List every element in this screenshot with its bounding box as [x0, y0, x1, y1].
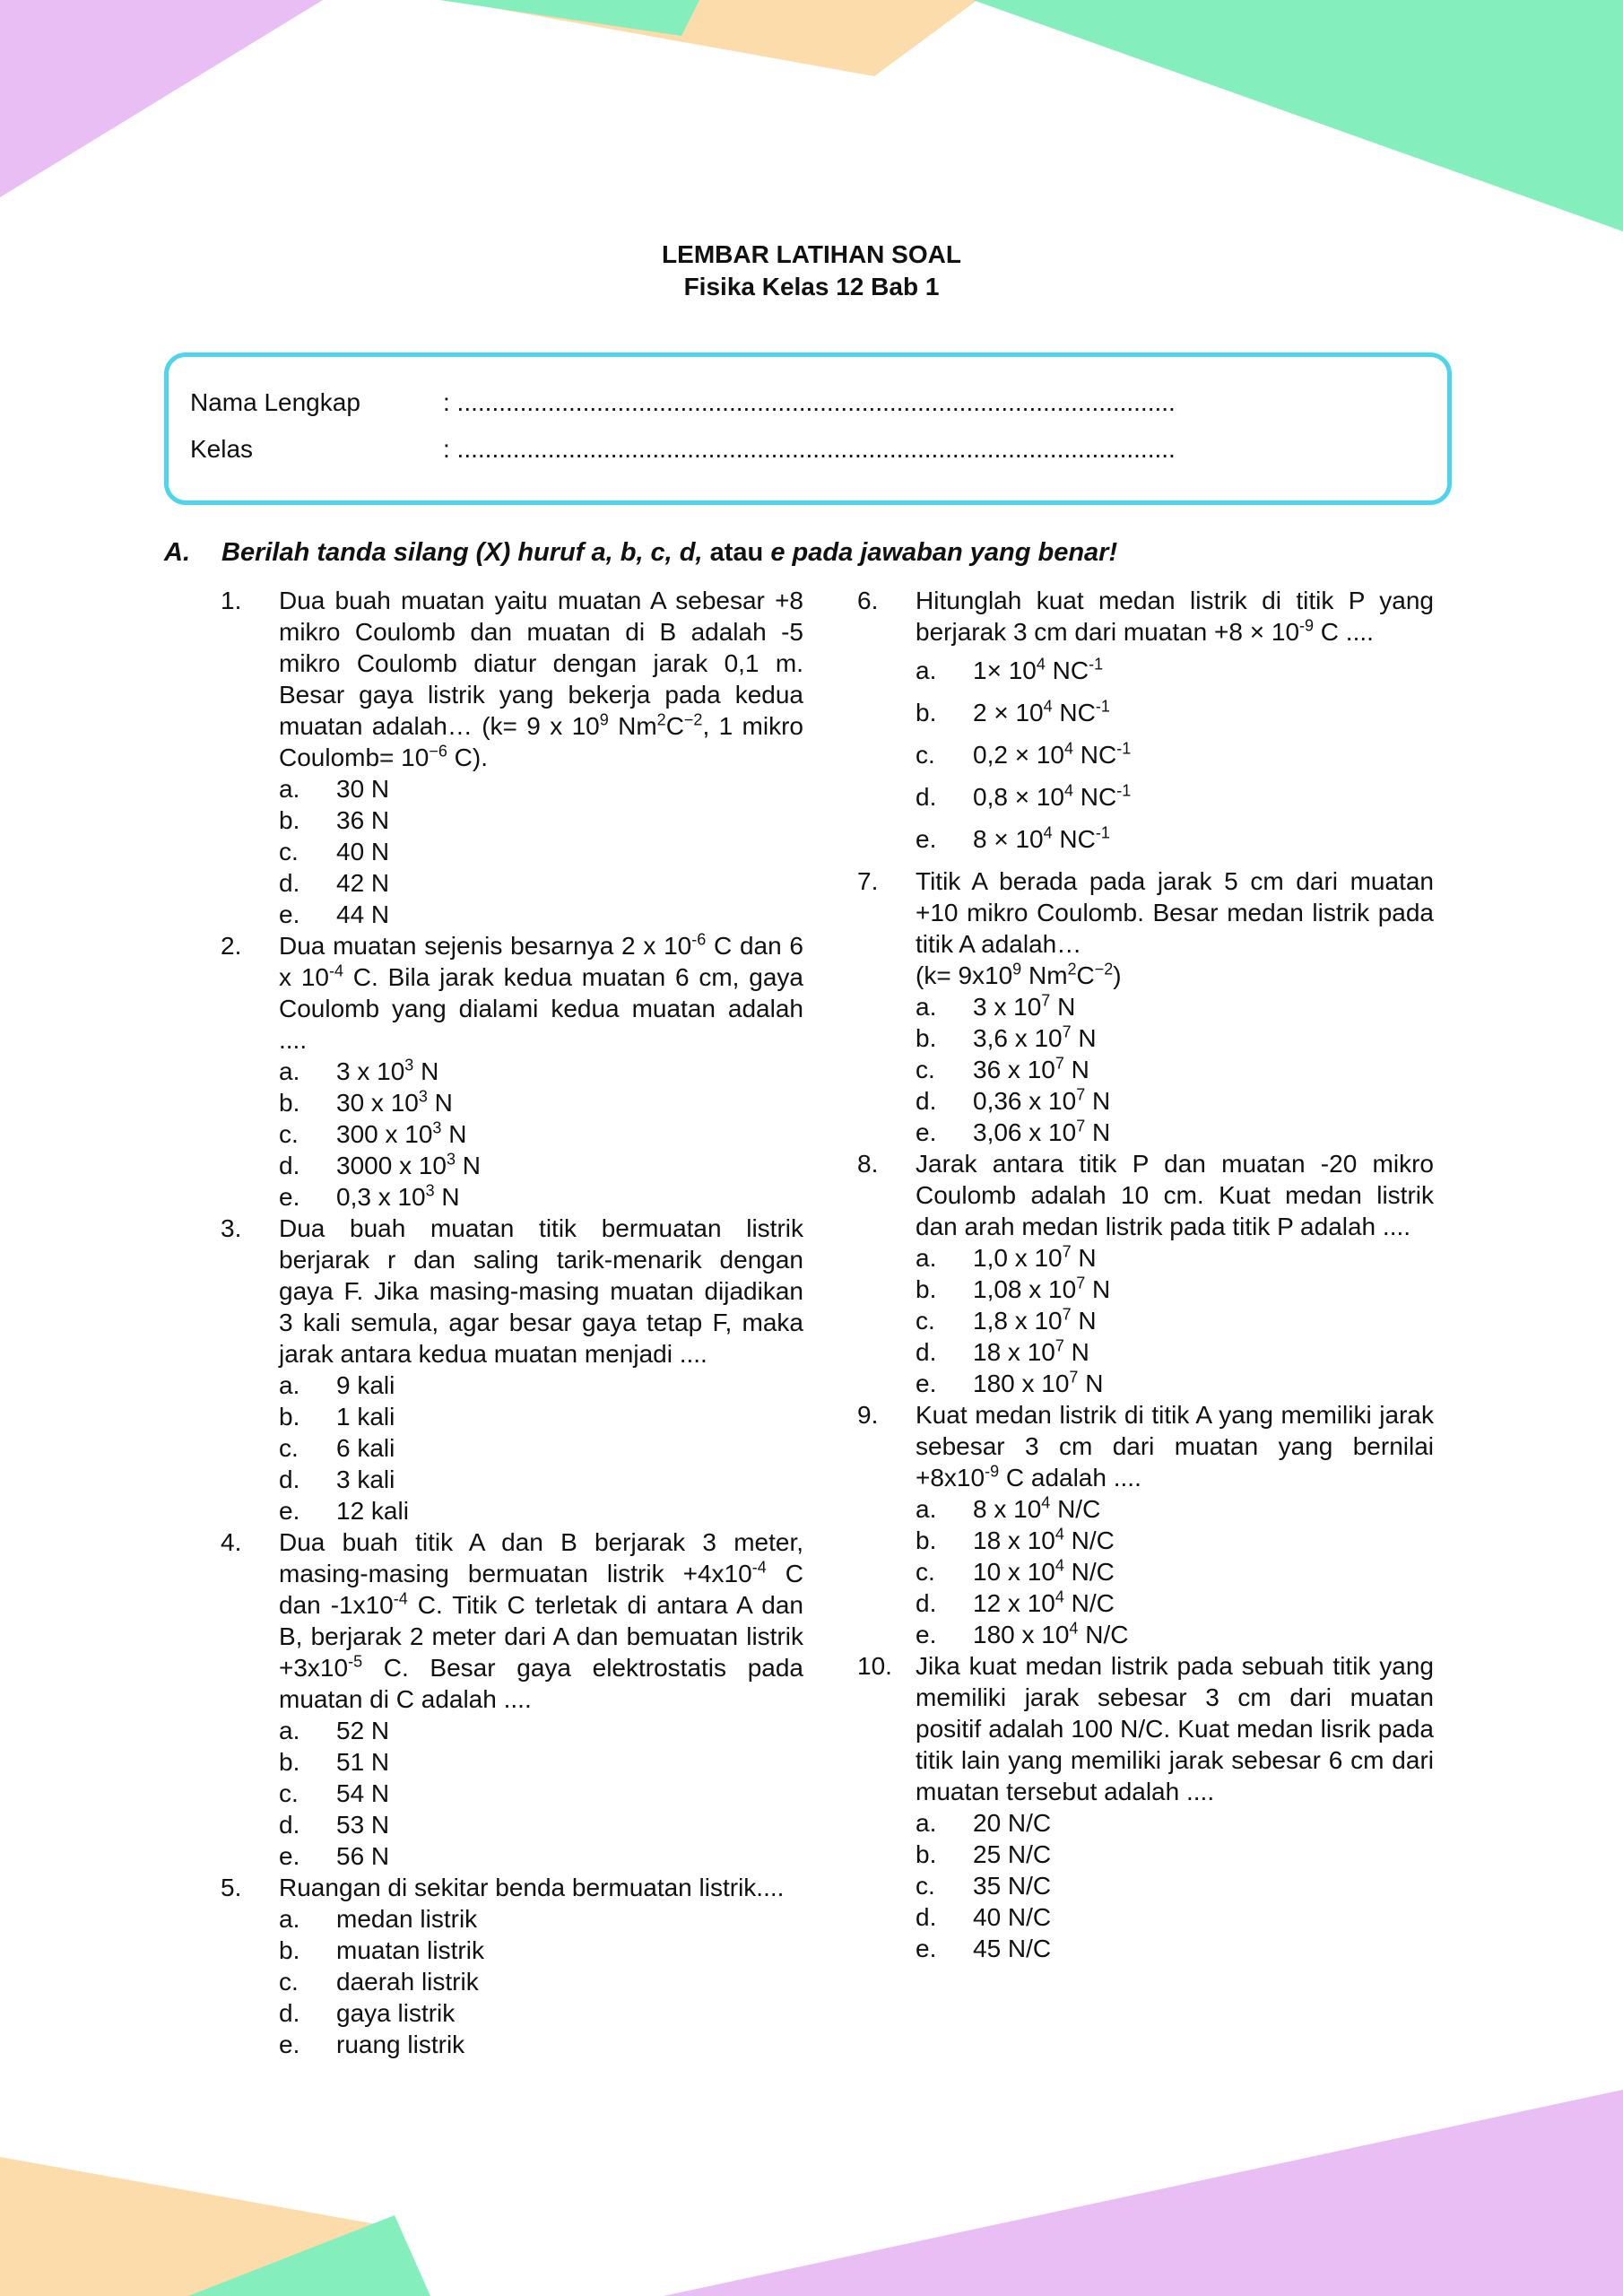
question-number: 7. [857, 867, 879, 895]
option-letter: a. [916, 1244, 937, 1272]
answer-option[interactable] [279, 804, 803, 836]
name-label: Nama Lengkap [190, 388, 360, 416]
option-letter: d. [916, 783, 937, 811]
option-text: 1,8 x $10^7$ N [973, 1305, 1097, 1335]
option-text: 3,06 x $10^7$ N [973, 1117, 1111, 1146]
answer-option[interactable] [916, 1870, 1434, 1901]
option-text: 6 kali [336, 1434, 395, 1462]
question-5 [221, 1872, 803, 2060]
questions-right-column [857, 585, 1434, 1964]
option-letter: c. [916, 1872, 935, 1900]
class-blank-line: : ....................................................................................................... [443, 435, 1176, 463]
option-letter: c. [279, 1968, 299, 1996]
answer-option[interactable] [279, 1370, 803, 1401]
answer-option[interactable] [916, 1556, 1434, 1587]
option-text: 18 x $10^4$ N/C [973, 1525, 1115, 1554]
option-text: $0,2 \times 10^4$ $NC^{-1}$ [973, 739, 1132, 769]
option-letter: a. [279, 1371, 300, 1399]
option-text: 54 N [336, 1779, 390, 1807]
option-letter: c. [279, 1779, 299, 1807]
option-letter: b. [279, 1748, 300, 1776]
option-letter: e. [916, 1621, 937, 1648]
question-number: 10. [857, 1652, 892, 1680]
option-letter: b. [916, 1024, 937, 1052]
option-letter: a. [279, 1905, 300, 1933]
question-text: Dua buah titik A dan B berjarak 3 meter, masing-masing bermuatan listrik $+4x10^{-4}$ C dan $-1x10^{-4}$ C. Titik C terletak di antara A dan B, berjarak 2 meter dari A dan bemuatan listrik $+3x10^{-5}$ C. Besar gaya elektrostatis pada muatan di C adalah .... [279, 1528, 803, 1713]
option-text: 40 N/C [973, 1903, 1052, 1931]
option-letter: b. [279, 1089, 300, 1117]
question-text: Jarak antara titik P dan muatan -20 mikro Coulomb adalah 10 cm. Kuat medan listrik dan arah medan listrik pada titik P adalah .... [916, 1150, 1434, 1240]
option-letter: b. [916, 1526, 937, 1554]
option-text: $8 \times 10^4$ $NC^{-1}$ [973, 823, 1110, 853]
option-text: 3 x $10^7$ N [973, 991, 1076, 1021]
option-text: 51 N [336, 1748, 390, 1776]
option-text: 180 x $10^4$ N/C [973, 1619, 1129, 1648]
question-number: 6. [857, 587, 879, 614]
option-text: daerah listrik [336, 1968, 479, 1996]
option-letter: e. [916, 825, 937, 853]
questions-left-column [221, 585, 803, 2060]
option-letter: a. [279, 775, 300, 803]
answer-option[interactable] [279, 1840, 803, 1872]
option-text: 12 kali [336, 1497, 409, 1525]
question-text: Dua buah muatan yaitu muatan A sebesar +8 mikro Coulomb dan muatan di B adalah -5 mikro Coulomb diatur dengan jarak 0,1 m. Besar gaya listrik yang bekerja pada kedua muatan adalah… (k= 9 x $10^9$ $Nm^2C^{-2}$, 1 mikro Coulomb= $10^{-6}$ C). [279, 587, 803, 771]
answer-option[interactable] [279, 1118, 803, 1150]
answer-option[interactable] [279, 1935, 803, 1966]
answer-option[interactable] [279, 2029, 803, 2060]
corner-shape-purple-top [0, 0, 323, 197]
option-text: 1 kali [336, 1403, 395, 1431]
class-label: Kelas [190, 435, 254, 463]
option-letter: b. [916, 1275, 937, 1303]
question-9 [857, 1399, 1434, 1650]
option-letter: c. [916, 1558, 935, 1586]
option-text: 52 N [336, 1717, 390, 1744]
option-letter: c. [916, 1307, 935, 1335]
option-letter: d. [916, 1903, 937, 1931]
option-letter: e. [279, 1842, 300, 1870]
option-text: ruang listrik [336, 2031, 465, 2058]
answer-option[interactable] [279, 1087, 803, 1118]
question-number: 4. [221, 1528, 242, 1556]
option-letter: c. [279, 838, 299, 865]
question-text: Jika kuat medan listrik pada sebuah titik yang memiliki jarak sebesar 3 cm dari muatan positif adalah 100 N/C. Kuat medan lisrik pada titik lain yang memiliki jarak sebesar 6 cm dari muatan tersebut adalah .... [916, 1652, 1434, 1805]
answer-option[interactable] [916, 1117, 1434, 1148]
option-text: gaya listrik [336, 1999, 456, 2027]
option-letter: c. [279, 1434, 299, 1462]
option-letter: b. [279, 806, 300, 834]
question-text: Ruangan di sekitar benda bermuatan listrik.... [279, 1874, 785, 1901]
question-number: 3. [221, 1214, 242, 1242]
answer-option[interactable] [916, 1054, 1434, 1085]
option-text: 20 N/C [973, 1809, 1052, 1837]
question-8 [857, 1148, 1434, 1399]
option-text: 45 N/C [973, 1935, 1052, 1962]
option-letter: a. [916, 993, 937, 1021]
answer-option[interactable] [916, 1619, 1434, 1650]
option-letter: b. [916, 699, 937, 726]
corner-shape-green-top-right [973, 0, 1623, 231]
option-letter: e. [916, 1935, 937, 1962]
question-10 [857, 1650, 1434, 1964]
answer-option[interactable] [916, 1336, 1434, 1368]
option-text: 30 x $10^3$ N [336, 1087, 453, 1117]
corner-shape-purple-bottom [664, 2090, 1623, 2296]
option-letter: a. [279, 1057, 300, 1085]
question-7 [857, 865, 1434, 1148]
option-text: 3,6 x $10^7$ N [973, 1022, 1097, 1052]
answer-option[interactable] [916, 1933, 1434, 1964]
option-text: 30 N [336, 775, 390, 803]
answer-option[interactable] [916, 1242, 1434, 1274]
answer-option[interactable] [916, 1525, 1434, 1556]
answer-option[interactable] [279, 1056, 803, 1087]
answer-option[interactable] [916, 649, 1434, 691]
answer-option[interactable] [916, 1305, 1434, 1336]
option-letter: d. [279, 1811, 300, 1839]
option-text: 8 x $10^4$ N/C [973, 1493, 1101, 1523]
answer-option[interactable] [279, 899, 803, 930]
option-letter: e. [916, 1370, 937, 1397]
option-text: 300 x $10^3$ N [336, 1118, 467, 1148]
option-text: 44 N [336, 900, 390, 928]
option-text: 10 x $10^4$ N/C [973, 1556, 1115, 1586]
option-text: 9 kali [336, 1371, 395, 1399]
option-text: 3 x $10^3$ N [336, 1056, 439, 1085]
option-text: 3000 x $10^3$ N [336, 1150, 482, 1179]
answer-option[interactable] [916, 1587, 1434, 1619]
option-text: 0,3 x $10^3$ N [336, 1181, 460, 1211]
answer-option[interactable] [916, 734, 1434, 776]
option-letter: c. [916, 1056, 935, 1083]
option-letter: a. [916, 657, 937, 684]
answer-option[interactable] [279, 1903, 803, 1935]
answer-option[interactable] [279, 1432, 803, 1464]
option-letter: d. [279, 1465, 300, 1493]
question-text: Hitunglah kuat medan listrik di titik P yang berjarak 3 cm dari $muatan +8 \times 10^{-9}$ C .... [916, 587, 1434, 646]
answer-option[interactable] [279, 1809, 803, 1840]
question-text: Dua muatan sejenis besarnya 2 x $10^{-6}$ C dan 6 x $10^{-4}$ C. Bila jarak kedua muatan 6 cm, gaya Coulomb yang dialami kedua muatan adalah .... [279, 930, 803, 1054]
question-number: 2. [221, 932, 242, 960]
option-text: 53 N [336, 1811, 390, 1839]
question-3 [221, 1213, 803, 1526]
option-letter: e. [279, 900, 300, 928]
answer-option[interactable] [916, 1085, 1434, 1117]
option-text: $0,8 \times 10^4$ $NC^{-1}$ [973, 781, 1132, 811]
answer-option[interactable] [916, 1807, 1434, 1839]
option-letter: a. [916, 1809, 937, 1837]
question-number: 5. [221, 1874, 242, 1901]
answer-option[interactable] [916, 1839, 1434, 1870]
answer-option[interactable] [279, 1181, 803, 1213]
option-letter: e. [279, 1183, 300, 1211]
option-letter: d. [916, 1087, 937, 1115]
name-blank-line: : ....................................................................................................... [443, 388, 1176, 416]
option-letter: d. [916, 1338, 937, 1366]
question-4 [221, 1526, 803, 1872]
answer-option[interactable] [916, 1274, 1434, 1305]
option-text: 35 N/C [973, 1872, 1052, 1900]
option-letter: b. [916, 1840, 937, 1868]
answer-option[interactable] [279, 836, 803, 867]
student-identity-box [164, 352, 1452, 505]
option-text: $2 \times 10^4$ $NC^{-1}$ [973, 697, 1110, 726]
section-letter: A. [164, 538, 190, 567]
option-text: 12 x $10^4$ N/C [973, 1587, 1115, 1617]
option-letter: d. [916, 1589, 937, 1617]
option-text: 40 N [336, 838, 390, 865]
answer-option[interactable] [916, 1022, 1434, 1054]
option-letter: d. [279, 869, 300, 897]
option-text: 3 kali [336, 1465, 395, 1493]
instruction-text-1: Berilah tanda silang (X) huruf a, b, c, d, [221, 538, 703, 567]
question-2 [221, 930, 803, 1213]
option-text: medan listrik [336, 1905, 478, 1933]
option-text: muatan listrik [336, 1936, 484, 1964]
instruction-text-2: atau [709, 538, 764, 567]
option-letter: b. [279, 1403, 300, 1431]
option-text: 0,36 x $10^7$ N [973, 1085, 1111, 1115]
answer-option[interactable] [279, 773, 803, 804]
answer-option[interactable] [916, 818, 1434, 860]
option-text: 180 x $10^7$ N [973, 1368, 1104, 1397]
answer-option[interactable] [916, 776, 1434, 818]
question-text: Kuat medan listrik di titik A yang memiliki jarak sebesar 3 cm dari muatan yang bernilai $+8x10^{-9}$ C adalah .... [916, 1401, 1434, 1492]
answer-option[interactable] [279, 1778, 803, 1809]
answer-option[interactable] [916, 991, 1434, 1022]
question-number: 9. [857, 1401, 879, 1429]
answer-option[interactable] [279, 867, 803, 899]
section-instruction [164, 538, 1117, 568]
answer-option[interactable] [916, 1901, 1434, 1933]
answer-option[interactable] [279, 1464, 803, 1495]
option-letter: d. [279, 1152, 300, 1179]
answer-option[interactable] [916, 691, 1434, 734]
option-letter: a. [279, 1717, 300, 1744]
answer-option[interactable] [279, 1746, 803, 1778]
option-text: 18 x $10^7$ N [973, 1336, 1089, 1366]
option-text: 1,0 x $10^7$ N [973, 1242, 1097, 1272]
answer-option[interactable] [279, 1715, 803, 1746]
option-text: 25 N/C [973, 1840, 1052, 1868]
answer-option[interactable] [279, 1150, 803, 1181]
option-letter: e. [279, 1497, 300, 1525]
instruction-text-3: e pada jawaban yang benar! [770, 538, 1118, 567]
option-letter: d. [279, 1999, 300, 2027]
question-number: 8. [857, 1150, 879, 1178]
option-text: 36 x $10^7$ N [973, 1054, 1089, 1083]
option-text: 56 N [336, 1842, 390, 1870]
option-letter: a. [916, 1495, 937, 1523]
answer-option[interactable] [279, 1997, 803, 2029]
answer-option[interactable] [279, 1495, 803, 1526]
class-row [190, 434, 1176, 465]
question-1 [221, 585, 803, 930]
corner-shape-green-top-left [439, 0, 699, 36]
option-letter: e. [279, 2031, 300, 2058]
name-row [190, 387, 1176, 418]
option-text: 42 N [336, 869, 390, 897]
option-text: $1\times 10^4$ $NC^{-1}$ [973, 655, 1104, 684]
page-subtitle: Fisika Kelas 12 Bab 1 [683, 273, 940, 300]
option-letter: e. [916, 1118, 937, 1146]
option-letter: c. [916, 741, 935, 769]
question-6 [857, 585, 1434, 860]
question-text: Titik A berada pada jarak 5 cm dari muatan +10 mikro Coulomb. Besar medan listrik pada titik A adalah… ($k= 9x10^9$ $Nm^2C^{-2}$) [916, 867, 1434, 989]
option-letter: c. [279, 1120, 299, 1148]
option-text: 36 N [336, 806, 390, 834]
question-number: 1. [221, 587, 242, 614]
option-letter: b. [279, 1936, 300, 1964]
answer-option[interactable] [279, 1966, 803, 1997]
answer-option[interactable] [916, 1493, 1434, 1525]
question-text: Dua buah muatan titik bermuatan listrik berjarak r dan saling tarik-menarik dengan gaya F. Jika masing-masing muatan dijadikan 3 kali semula, agar besar gaya tetap F, maka jarak antara kedua muatan menjadi .... [279, 1214, 803, 1368]
answer-option[interactable] [279, 1401, 803, 1432]
page-title: LEMBAR LATIHAN SOAL [662, 240, 961, 268]
option-text: 1,08 x $10^7$ N [973, 1274, 1111, 1303]
answer-option[interactable] [916, 1368, 1434, 1399]
